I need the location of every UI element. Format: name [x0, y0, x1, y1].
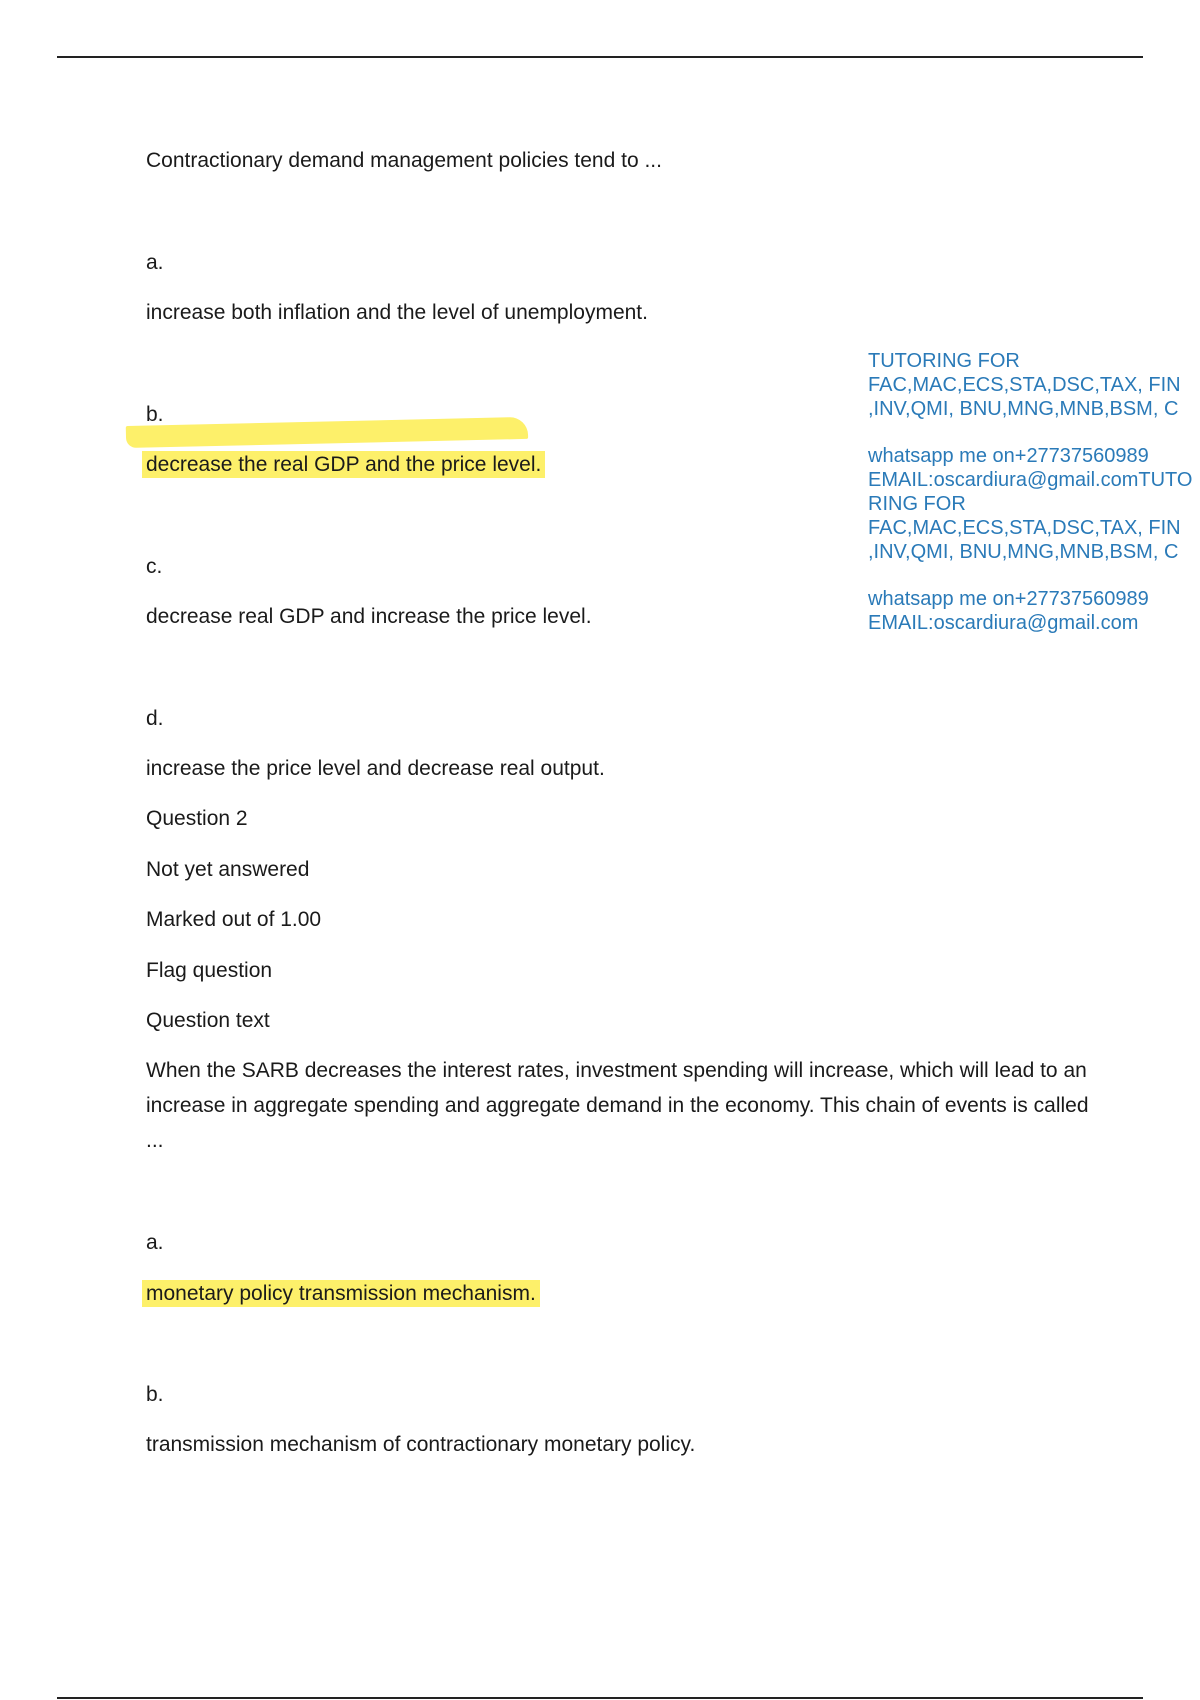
flag-question-link[interactable]: Flag question [146, 959, 273, 982]
question2-marks: Marked out of 1.00 [146, 908, 322, 931]
promo-block-3 [868, 587, 1200, 635]
promo-block-1 [868, 349, 1200, 421]
q1-option-a-letter[interactable]: a. [146, 251, 164, 274]
top-rule [57, 56, 1143, 58]
highlight-mark: monetary policy transmission mechanism. [142, 1280, 540, 1307]
promo-line: TUTORING FOR [868, 350, 1020, 372]
q2-option-a-text[interactable] [146, 1280, 540, 1308]
question2-stem: When the SARB decreases the interest rates, investment spending will increase, which will lead to an increase in aggregate spending and aggregate demand in the economy. This chain of events is called ... [146, 1059, 1089, 1152]
promo-block-2 [868, 444, 1200, 564]
question2-number: Question 2 [146, 807, 248, 830]
bottom-rule [57, 1697, 1143, 1699]
highlight-mark: decrease the real GDP and the price level. [142, 451, 545, 478]
promo-email: EMAIL:oscardiura@gmail.comTUTO [868, 469, 1193, 491]
q2-option-a-letter[interactable]: a. [146, 1231, 164, 1254]
promo-line: FAC,MAC,ECS,STA,DSC,TAX, FIN [868, 517, 1181, 539]
promo-whatsapp: whatsapp me on+27737560989 [868, 588, 1149, 610]
q1-option-b-letter[interactable]: b. [146, 403, 164, 426]
q2-option-b-text[interactable]: transmission mechanism of contractionary monetary policy. [146, 1433, 696, 1456]
question-text-label: Question text [146, 1009, 270, 1032]
highlighter-stroke [126, 417, 528, 448]
promo-line: RING FOR [868, 493, 966, 515]
question1-stem: Contractionary demand management policies tend to ... [146, 149, 662, 172]
q2-option-b-letter[interactable]: b. [146, 1383, 164, 1406]
q1-option-a-text[interactable]: increase both inflation and the level of unemployment. [146, 301, 648, 324]
promo-line: ,INV,QMI, BNU,MNG,MNB,BSM, C [868, 541, 1179, 563]
promo-email: EMAIL:oscardiura@gmail.com [868, 612, 1139, 634]
q1-option-d-text[interactable]: increase the price level and decrease real output. [146, 757, 605, 780]
q1-option-d-letter[interactable]: d. [146, 707, 164, 730]
promo-line: FAC,MAC,ECS,STA,DSC,TAX, FIN [868, 374, 1181, 396]
q1-option-b-text[interactable] [146, 451, 545, 479]
promo-line: ,INV,QMI, BNU,MNG,MNB,BSM, C [868, 398, 1179, 420]
question2-status: Not yet answered [146, 858, 310, 881]
q1-option-c-letter[interactable]: c. [146, 555, 163, 578]
promo-whatsapp: whatsapp me on+27737560989 [868, 445, 1149, 467]
q1-option-c-text[interactable]: decrease real GDP and increase the price level. [146, 605, 592, 628]
